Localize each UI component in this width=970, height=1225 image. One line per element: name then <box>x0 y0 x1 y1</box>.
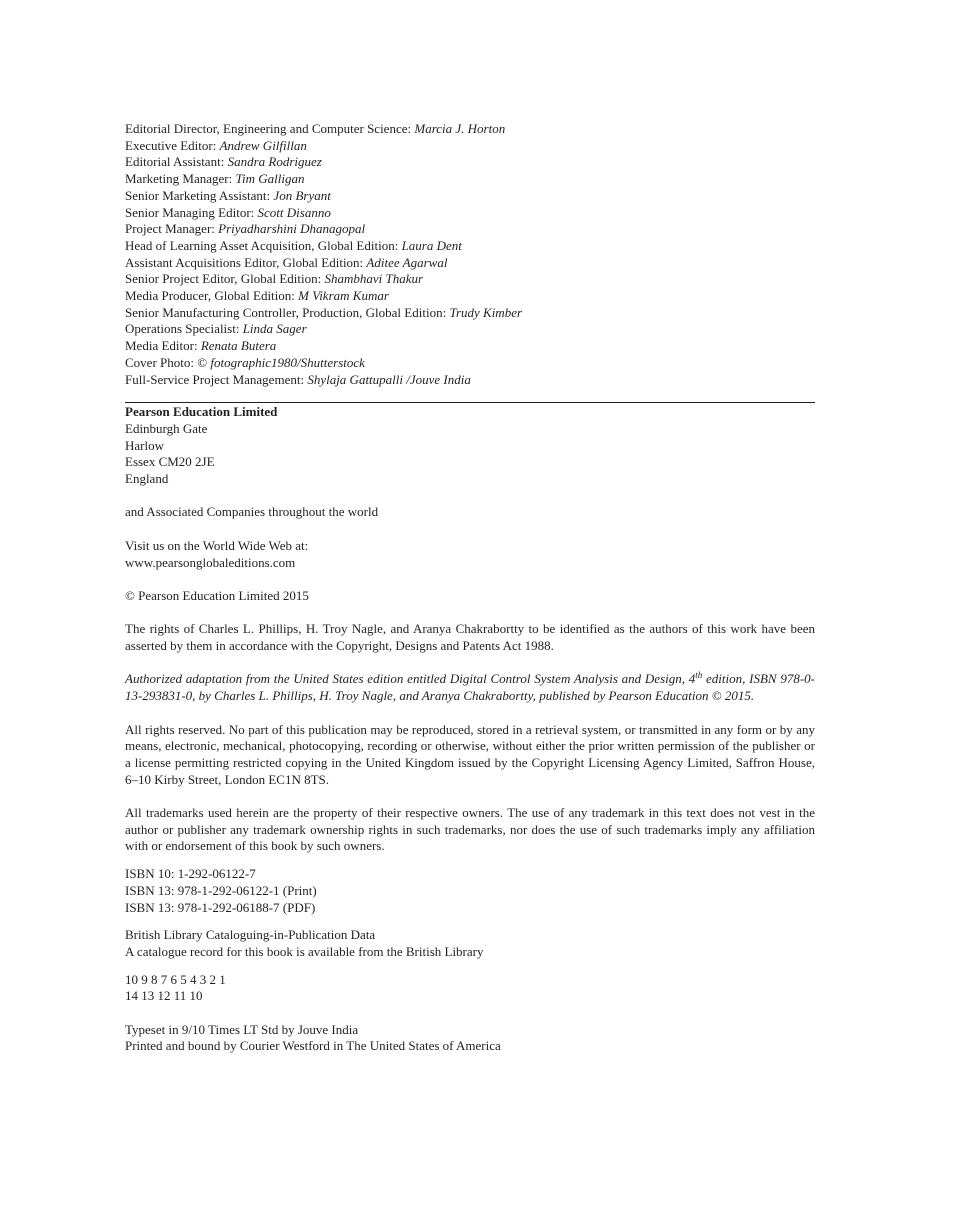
credit-line: Full-Service Project Management: Shylaja Gattupalli /Jouve India <box>125 371 471 387</box>
all-rights-paragraph: All rights reserved. No part of this publication may be reproduced, stored in a retrieval system, or transmitted in any form or by any means, electronic, mechanical, photocopying, recording or otherwise, without either the prior written permission of the publisher or a license permitting restricted copying in the United Kingdom issued by the Copyright Licensing Agency Limited, Saffron House, 6–10 Kirby Street, London EC1N 8TS. <box>125 721 815 787</box>
credit-line: Editorial Director, Engineering and Computer Science: Marcia J. Horton <box>125 121 506 136</box>
cataloguing-block <box>125 927 815 960</box>
credit-line: Senior Managing Editor: Scott Disanno <box>125 204 331 220</box>
credit-line: Operations Specialist: Linda Sager <box>125 321 307 337</box>
copyright-page <box>125 121 815 1055</box>
adaptation-paragraph: Authorized adaptation from the United States edition entitled Digital Control System Analysis and Design, 4th edition, ISBN 978-0-13-293831-0, by Charles L. Phillips, H. Troy Nagle, and Aranya Chakrabortty, published by Pearson Education © 2015. <box>125 670 815 704</box>
credit-line: Senior Manufacturing Controller, Production, Global Edition: Trudy Kimber <box>125 304 523 320</box>
isbn-line: ISBN 10: 1-292-06122-7 <box>125 866 256 882</box>
credit-line: Assistant Acquisitions Editor, Global Edition: Aditee Agarwal <box>125 254 448 270</box>
address-line: England <box>125 471 169 487</box>
credit-line: Editorial Assistant: Sandra Rodriguez <box>125 154 322 170</box>
credit-line: Project Manager: Priyadharshini Dhanagopal <box>125 221 366 237</box>
publisher-block <box>125 404 815 488</box>
author-rights-paragraph: The rights of Charles L. Phillips, H. Troy Nagle, and Aranya Chakrabortty to be identified as the authors of this work have been asserted by them in accordance with the Copyright, Designs and Patents Act 1988. <box>125 621 815 654</box>
credit-line: Head of Learning Asset Acquisition, Global Edition: Laura Dent <box>125 237 462 253</box>
address-line: Essex CM20 2JE <box>125 454 215 470</box>
web-label: Visit us on the World Wide Web at: <box>125 537 309 553</box>
web-link[interactable]: www.pearsonglobaleditions.com <box>125 554 296 570</box>
credit-line: Marketing Manager: Tim Galligan <box>125 171 305 187</box>
copyright-notice: © Pearson Education Limited 2015 <box>125 587 309 603</box>
isbn-block <box>125 866 815 916</box>
address-line: Harlow <box>125 437 164 453</box>
credit-line: Senior Project Editor, Global Edition: Shambhavi Thakur <box>125 271 424 287</box>
cataloguing-line: A catalogue record for this book is available from the British Library <box>125 943 484 959</box>
cataloguing-line: British Library Cataloguing-in-Publication Data <box>125 927 376 943</box>
production-line: Typeset in 9/10 Times LT Std by Jouve India <box>125 1021 359 1037</box>
credit-line: Senior Marketing Assistant: Jon Bryant <box>125 187 331 203</box>
web-block <box>125 538 815 571</box>
trademarks-paragraph: All trademarks used herein are the property of their respective owners. The use of any trademark in this text does not vest in the author or publisher any trademark ownership rights in such trademarks, nor does the use of such trademarks imply any affiliation with or endorsement of this book by such owners. <box>125 805 815 854</box>
credit-line: Media Producer, Global Edition: M Vikram Kumar <box>125 288 389 304</box>
credit-line: Cover Photo: © fotographic1980/Shutterstock <box>125 354 365 370</box>
address-line: Edinburgh Gate <box>125 420 208 436</box>
print-line: 14 13 12 11 10 <box>125 988 203 1004</box>
production-block <box>125 1022 815 1055</box>
associated-companies: and Associated Companies throughout the world <box>125 504 379 520</box>
section-divider <box>125 402 815 403</box>
publisher-name: Pearson Education Limited <box>125 404 278 420</box>
isbn-line: ISBN 13: 978-1-292-06188-7 (PDF) <box>125 899 316 915</box>
production-line: Printed and bound by Courier Westford in The United States of America <box>125 1038 501 1054</box>
print-line-block <box>125 972 815 1005</box>
credits-list <box>125 121 815 388</box>
credit-line: Media Editor: Renata Butera <box>125 338 277 354</box>
print-line: 10 9 8 7 6 5 4 3 2 1 <box>125 971 226 987</box>
credit-line: Executive Editor: Andrew Gilfillan <box>125 137 307 153</box>
isbn-line: ISBN 13: 978-1-292-06122-1 (Print) <box>125 882 317 898</box>
